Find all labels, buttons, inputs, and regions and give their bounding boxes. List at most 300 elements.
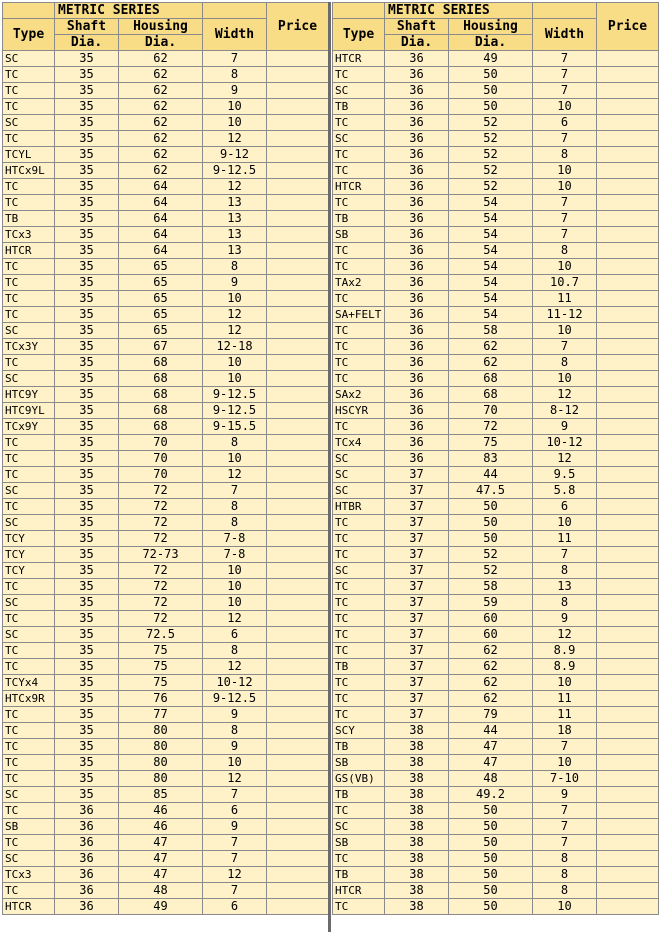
housing-dia-cell: 68: [119, 403, 203, 419]
table-row: [333, 675, 659, 691]
table-row: [3, 723, 329, 739]
width-cell: 12: [203, 659, 267, 675]
header-row-top: [3, 3, 329, 19]
width-cell: 12: [533, 451, 597, 467]
type-cell: HTCx9L: [3, 163, 55, 179]
price-cell: [267, 467, 329, 483]
shaft-dia-cell: 37: [385, 611, 449, 627]
width-cell: 9: [203, 739, 267, 755]
type-cell: TC: [3, 771, 55, 787]
price-cell: [597, 755, 659, 771]
price-cell: [267, 323, 329, 339]
type-cell: TCY: [3, 547, 55, 563]
table-row: [333, 691, 659, 707]
type-cell: TC: [333, 531, 385, 547]
shaft-dia-cell: 38: [385, 723, 449, 739]
width-cell: 18: [533, 723, 597, 739]
width-cell: 8: [203, 67, 267, 83]
housing-dia-cell: 62: [119, 67, 203, 83]
width-cell: 10: [203, 595, 267, 611]
housing-dia-cell: 75: [119, 643, 203, 659]
shaft-dia-cell: 36: [385, 291, 449, 307]
width-cell: 12: [203, 131, 267, 147]
price-cell: [597, 435, 659, 451]
price-cell: [267, 787, 329, 803]
table-row: [3, 755, 329, 771]
housing-dia-cell: 64: [119, 211, 203, 227]
type-cell: TC: [3, 835, 55, 851]
table-row: [333, 819, 659, 835]
type-cell: TC: [333, 419, 385, 435]
type-cell: TC: [333, 675, 385, 691]
price-cell: [597, 787, 659, 803]
table-row: [333, 83, 659, 99]
housing-dia-cell: 62: [119, 163, 203, 179]
price-cell: [597, 307, 659, 323]
type-cell: HTCR: [333, 883, 385, 899]
housing-dia-cell: 62: [119, 115, 203, 131]
table-row: [333, 627, 659, 643]
price-cell: [597, 211, 659, 227]
type-cell: SC: [333, 819, 385, 835]
shaft-dia-cell: 35: [55, 611, 119, 627]
housing-dia-cell: 49: [449, 51, 533, 67]
table-row: [333, 547, 659, 563]
shaft-dia-cell: 36: [385, 259, 449, 275]
price-cell: [267, 355, 329, 371]
price-cell: [597, 547, 659, 563]
table-row: [333, 403, 659, 419]
type-cell: TC: [333, 371, 385, 387]
table-row: [3, 483, 329, 499]
shaft-dia-cell: 35: [55, 355, 119, 371]
width-cell: 9: [203, 707, 267, 723]
shaft-dia-cell: 36: [55, 883, 119, 899]
type-cell: TCx4: [333, 435, 385, 451]
table-row: [333, 563, 659, 579]
price-cell: [597, 483, 659, 499]
table-row: [3, 419, 329, 435]
housing-dia-cell: 72: [119, 595, 203, 611]
housing-dia-cell: 50: [449, 99, 533, 115]
housing-dia-cell: 62: [119, 131, 203, 147]
table-row: [3, 595, 329, 611]
table-row: [3, 227, 329, 243]
price-cell: [267, 243, 329, 259]
housing-dia-cell: 68: [119, 371, 203, 387]
housing-dia-cell: 62: [449, 643, 533, 659]
width-cell: 7: [533, 227, 597, 243]
type-cell: SC: [3, 851, 55, 867]
type-cell: TC: [3, 723, 55, 739]
type-cell: TC: [333, 579, 385, 595]
table-row: [3, 611, 329, 627]
table-row: [333, 67, 659, 83]
type-cell: SC: [3, 51, 55, 67]
shaft-dia-cell: 36: [385, 275, 449, 291]
price-cell: [597, 675, 659, 691]
table-body-right: [333, 51, 659, 915]
price-cell: [597, 339, 659, 355]
shaft-dia-cell: 35: [55, 131, 119, 147]
price-cell: [597, 451, 659, 467]
price-cell: [267, 851, 329, 867]
type-cell: TC: [3, 99, 55, 115]
type-cell: TC: [3, 195, 55, 211]
table-row: [3, 211, 329, 227]
shaft-dia-cell: 35: [55, 323, 119, 339]
table-row: [333, 115, 659, 131]
housing-dia-cell: 68: [449, 371, 533, 387]
shaft-dia-cell: 35: [55, 451, 119, 467]
table-body-left: [3, 51, 329, 915]
table-row: [3, 883, 329, 899]
header-blank: [3, 3, 55, 19]
housing-dia-cell: 60: [449, 627, 533, 643]
housing-dia-cell: 62: [449, 675, 533, 691]
housing-dia-cell: 54: [449, 259, 533, 275]
price-cell: [597, 259, 659, 275]
type-cell: TB: [333, 211, 385, 227]
price-cell: [597, 739, 659, 755]
table-row: [3, 899, 329, 915]
price-cell: [597, 227, 659, 243]
type-cell: TC: [333, 627, 385, 643]
width-cell: 9-12.5: [203, 387, 267, 403]
width-cell: 10: [203, 291, 267, 307]
shaft-dia-cell: 35: [55, 435, 119, 451]
price-cell: [267, 67, 329, 83]
width-cell: 8.9: [533, 643, 597, 659]
housing-dia-cell: 62: [449, 355, 533, 371]
type-cell: SC: [333, 467, 385, 483]
shaft-dia-cell: 35: [55, 579, 119, 595]
price-cell: [267, 771, 329, 787]
type-cell: TC: [333, 323, 385, 339]
housing-header: Housing: [119, 19, 203, 35]
type-cell: SB: [333, 835, 385, 851]
housing-dia-cell: 62: [119, 51, 203, 67]
price-cell: [597, 899, 659, 915]
column-divider: [328, 2, 331, 932]
housing-dia-cell: 48: [119, 883, 203, 899]
table-row: [3, 515, 329, 531]
housing-dia-cell: 50: [449, 819, 533, 835]
type-cell: TC: [3, 355, 55, 371]
housing-dia-cell: 64: [119, 227, 203, 243]
housing-dia-cell: 50: [449, 803, 533, 819]
price-cell: [267, 883, 329, 899]
width-cell: 7: [533, 835, 597, 851]
width-cell: 9: [203, 819, 267, 835]
table-row: [3, 467, 329, 483]
shaft-dia-cell: 35: [55, 83, 119, 99]
table-row: [333, 643, 659, 659]
width-cell: 8: [533, 563, 597, 579]
type-cell: TC: [333, 851, 385, 867]
housing-dia-cell: 70: [119, 435, 203, 451]
housing-dia-cell: 54: [449, 291, 533, 307]
width-cell: 10.7: [533, 275, 597, 291]
housing-dia-cell: 68: [119, 387, 203, 403]
housing-dia-cell: 44: [449, 723, 533, 739]
table-row: [3, 131, 329, 147]
width-cell: 8: [203, 723, 267, 739]
housing-header: Housing: [449, 19, 533, 35]
width-cell: 13: [533, 579, 597, 595]
price-cell: [267, 675, 329, 691]
type-cell: HTBR: [333, 499, 385, 515]
price-cell: [267, 723, 329, 739]
type-cell: TC: [3, 803, 55, 819]
table-row: [3, 339, 329, 355]
housing-dia-cell: 72: [449, 419, 533, 435]
housing-dia-cell: 67: [119, 339, 203, 355]
shaft-dia-cell: 36: [385, 243, 449, 259]
housing-dia-cell: 80: [119, 755, 203, 771]
housing-dia-cell: 50: [449, 883, 533, 899]
housing-dia-cell: 65: [119, 291, 203, 307]
type-cell: TC: [3, 307, 55, 323]
housing-dia-cell: 72: [119, 515, 203, 531]
type-cell: SC: [333, 483, 385, 499]
type-cell: TB: [333, 787, 385, 803]
width-cell: 7: [533, 83, 597, 99]
table-row: [333, 387, 659, 403]
table-row: [333, 483, 659, 499]
price-cell: [597, 531, 659, 547]
shaft-dia-cell: 35: [55, 691, 119, 707]
table-row: [3, 771, 329, 787]
price-cell: [267, 403, 329, 419]
type-cell: TC: [333, 67, 385, 83]
price-cell: [267, 195, 329, 211]
price-cell: [267, 835, 329, 851]
type-cell: GS(VB): [333, 771, 385, 787]
price-cell: [267, 435, 329, 451]
price-cell: [597, 467, 659, 483]
shaft-dia-cell: 35: [55, 195, 119, 211]
table-row: [333, 211, 659, 227]
width-cell: 10: [203, 451, 267, 467]
table-row: [333, 275, 659, 291]
type-cell: TC: [333, 291, 385, 307]
shaft-header: Shaft: [385, 19, 449, 35]
type-cell: TB: [3, 211, 55, 227]
shaft-dia-cell: 38: [385, 739, 449, 755]
price-cell: [597, 147, 659, 163]
table-row: [333, 451, 659, 467]
type-cell: TB: [333, 739, 385, 755]
width-cell: 10: [203, 371, 267, 387]
type-cell: SB: [333, 755, 385, 771]
type-cell: SC: [333, 563, 385, 579]
type-cell: SCY: [333, 723, 385, 739]
shaft-dia-cell: 36: [385, 451, 449, 467]
price-cell: [267, 659, 329, 675]
table-row: [333, 179, 659, 195]
price-cell: [597, 499, 659, 515]
price-cell: [267, 867, 329, 883]
shaft-dia-cell: 37: [385, 627, 449, 643]
table-row: [3, 851, 329, 867]
shaft-dia-cell: 36: [55, 819, 119, 835]
price-cell: [597, 851, 659, 867]
shaft-dia-cell: 35: [55, 147, 119, 163]
type-cell: TCY: [3, 563, 55, 579]
price-cell: [597, 163, 659, 179]
housing-dia-cell: 49.2: [449, 787, 533, 803]
housing-dia-cell: 47: [119, 835, 203, 851]
width-cell: 7: [533, 819, 597, 835]
housing-dia-cell: 52: [449, 179, 533, 195]
width-cell: 12: [533, 387, 597, 403]
table-row: [3, 179, 329, 195]
width-cell: 9: [533, 611, 597, 627]
table-row: [333, 51, 659, 67]
table-row: [3, 803, 329, 819]
series-title: METRIC SERIES: [385, 3, 533, 19]
width-cell: 10: [203, 99, 267, 115]
housing-dia-cell: 50: [449, 67, 533, 83]
shaft-dia-cell: 37: [385, 467, 449, 483]
width-cell: 7: [533, 547, 597, 563]
table-row: [333, 867, 659, 883]
price-cell: [597, 243, 659, 259]
type-cell: TC: [333, 195, 385, 211]
shaft-dia-cell: 35: [55, 179, 119, 195]
table-row: [3, 675, 329, 691]
shaft-dia-cell: 37: [385, 515, 449, 531]
housing-dia-cell: 62: [449, 339, 533, 355]
housing-dia-cell: 79: [449, 707, 533, 723]
price-cell: [597, 83, 659, 99]
shaft-dia-cell: 37: [385, 563, 449, 579]
shaft-dia-cell: 36: [385, 419, 449, 435]
width-cell: 7: [203, 883, 267, 899]
table-row: [3, 563, 329, 579]
type-cell: TB: [333, 99, 385, 115]
type-cell: HTCR: [3, 243, 55, 259]
type-cell: TC: [3, 883, 55, 899]
type-cell: TC: [3, 739, 55, 755]
type-cell: SC: [3, 595, 55, 611]
housing-dia-cell: 47: [449, 755, 533, 771]
type-cell: TC: [333, 643, 385, 659]
table-row: [3, 707, 329, 723]
housing-dia-cell: 47.5: [449, 483, 533, 499]
width-cell: 12: [203, 467, 267, 483]
shaft-dia-cell: 38: [385, 755, 449, 771]
table-row: [333, 659, 659, 675]
type-cell: TC: [3, 259, 55, 275]
type-cell: SB: [3, 819, 55, 835]
width-cell: 10: [203, 755, 267, 771]
type-cell: TC: [3, 499, 55, 515]
width-cell: 12: [533, 627, 597, 643]
width-cell: 7: [203, 483, 267, 499]
shaft-dia-cell: 36: [385, 67, 449, 83]
width-cell: 11: [533, 531, 597, 547]
housing-dia-cell: 76: [119, 691, 203, 707]
type-cell: TCx3Y: [3, 339, 55, 355]
price-cell: [597, 835, 659, 851]
width-cell: 10-12: [533, 435, 597, 451]
housing-dia-cell: 62: [449, 659, 533, 675]
housing-dia-header: Dia.: [449, 35, 533, 51]
shaft-dia-cell: 35: [55, 595, 119, 611]
shaft-dia-cell: 35: [55, 707, 119, 723]
price-cell: [267, 643, 329, 659]
width-cell: 8.9: [533, 659, 597, 675]
table-row: [3, 579, 329, 595]
type-cell: SC: [3, 483, 55, 499]
table-row: [333, 755, 659, 771]
series-title: METRIC SERIES: [55, 3, 203, 19]
shaft-dia-cell: 36: [55, 851, 119, 867]
shaft-dia-cell: 35: [55, 643, 119, 659]
price-cell: [267, 515, 329, 531]
shaft-dia-cell: 38: [385, 851, 449, 867]
width-cell: 9.5: [533, 467, 597, 483]
price-cell: [597, 51, 659, 67]
shaft-dia-cell: 36: [385, 115, 449, 131]
price-cell: [597, 627, 659, 643]
table-row: [333, 883, 659, 899]
housing-dia-cell: 70: [119, 451, 203, 467]
width-cell: 7: [203, 51, 267, 67]
table-row: [333, 227, 659, 243]
type-cell: SA+FELT: [333, 307, 385, 323]
table-row: [3, 451, 329, 467]
shaft-dia-cell: 35: [55, 243, 119, 259]
type-cell: TC: [3, 83, 55, 99]
table-row: [3, 739, 329, 755]
shaft-dia-cell: 35: [55, 259, 119, 275]
housing-dia-cell: 64: [119, 195, 203, 211]
width-cell: 12: [203, 179, 267, 195]
width-cell: 7: [533, 803, 597, 819]
width-cell: 8: [533, 243, 597, 259]
type-cell: SAx2: [333, 387, 385, 403]
type-cell: HTCx9R: [3, 691, 55, 707]
type-cell: TC: [333, 259, 385, 275]
width-cell: 11: [533, 291, 597, 307]
width-header: Width: [203, 19, 267, 51]
price-cell: [597, 643, 659, 659]
table-row: [333, 131, 659, 147]
housing-dia-cell: 50: [449, 835, 533, 851]
housing-dia-cell: 62: [449, 691, 533, 707]
price-cell: [267, 211, 329, 227]
price-cell: [597, 355, 659, 371]
price-cell: [267, 531, 329, 547]
table-row: [3, 787, 329, 803]
width-cell: 12: [203, 307, 267, 323]
table-row: [333, 835, 659, 851]
shaft-dia-cell: 38: [385, 899, 449, 915]
shaft-dia-cell: 36: [385, 99, 449, 115]
table-row: [333, 371, 659, 387]
housing-dia-cell: 46: [119, 819, 203, 835]
price-cell: [597, 611, 659, 627]
shaft-dia-cell: 36: [385, 227, 449, 243]
type-cell: TC: [333, 163, 385, 179]
shaft-dia-cell: 35: [55, 339, 119, 355]
width-cell: 6: [533, 115, 597, 131]
width-cell: 6: [203, 627, 267, 643]
table-row: [3, 163, 329, 179]
